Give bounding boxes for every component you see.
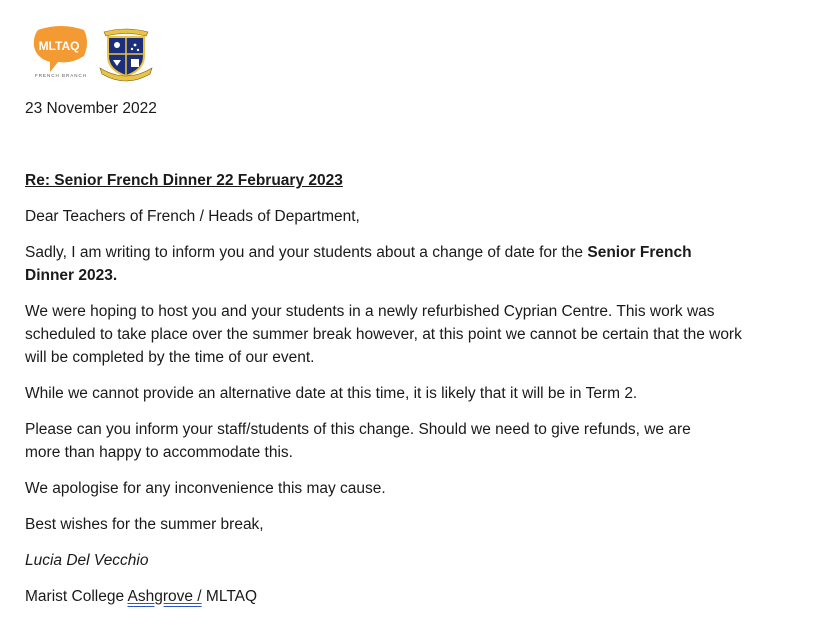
mltaq-logo-text: MLTAQ (38, 39, 80, 53)
letter-salutation: Dear Teachers of French / Heads of Department, (25, 208, 360, 225)
organisation-suffix: MLTAQ (201, 588, 258, 605)
letter-paragraph-3: While we cannot provide an alternative date at this time, it is likely that it will be in Term 2. (25, 385, 638, 402)
paragraph-1-text: Sadly, I am writing to inform you and your students about a change of date for the (25, 244, 588, 261)
mltaq-logo-subtext: FRENCH BRANCH (34, 73, 88, 78)
event-name-bold: Senior French Dinner 2023. (25, 244, 692, 284)
organisation-link[interactable]: Ashgrove / (127, 588, 202, 605)
letter-date: 23 November 2022 (25, 100, 157, 117)
letter-paragraph-2: We were hoping to host you and your students in a newly refurbished Cyprian Centre. This work was scheduled to take place over the summer break however, at this point we cannot be certain that the work will be completed by the time of our event. (25, 303, 742, 366)
letter-subject: Re: Senior French Dinner 22 February 2023 (25, 172, 343, 189)
header-logos (28, 24, 168, 84)
letter-paragraph-4: Please can you inform your staff/students of this change. Should we need to give refunds, we are more than happy to accommodate this. (25, 421, 691, 461)
school-crest-logo (96, 26, 156, 84)
letter-closing: Best wishes for the summer break, (25, 516, 264, 533)
letter-paragraph-1 (25, 241, 725, 287)
letter-signature: Lucia Del Vecchio (25, 552, 149, 569)
letter-paragraph-5: We apologise for any inconvenience this may cause. (25, 480, 386, 497)
letter-organisation (25, 585, 745, 608)
mltaq-logo (28, 24, 94, 80)
organisation-prefix: Marist College (25, 588, 128, 605)
